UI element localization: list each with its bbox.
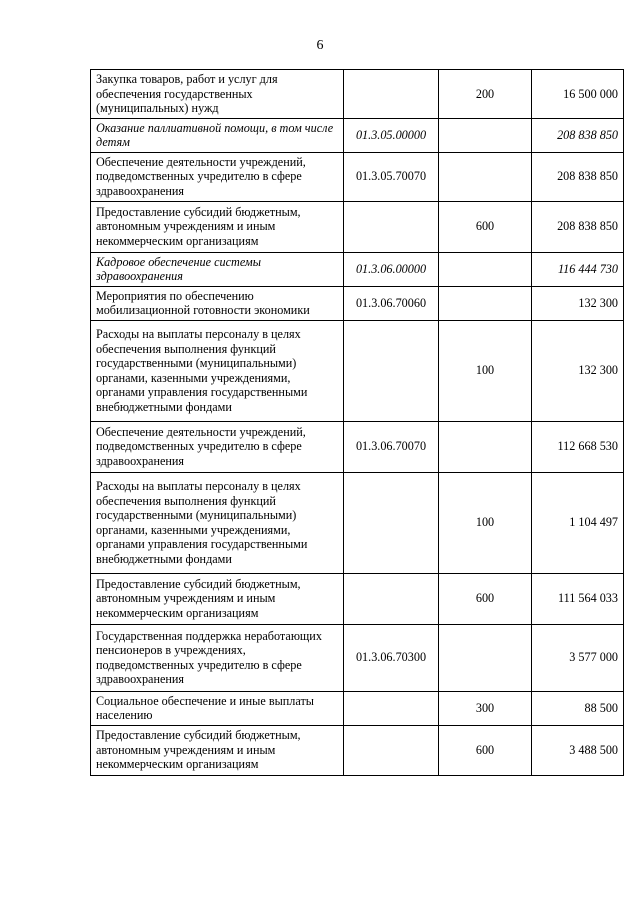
row-name-cell: Мероприятия по обеспечению мобилизационной готовности экономики [91,286,344,320]
row-name-cell: Расходы на выплаты персоналу в целях обеспечения выполнения функций государственными (муниципальными) органами, казенными учреждениями, органами управления государственными внебюджетными фондами [91,320,344,421]
table-row [91,320,624,421]
row-amount-cell: 116 444 730 [532,252,624,286]
row-expense-type-cell: 100 [439,320,532,421]
row-name-cell: Государственная поддержка неработающих пенсионеров в учреждениях, подведомственных учредителю в сфере здравоохранения [91,624,344,691]
row-amount-cell: 88 500 [532,691,624,725]
row-code-cell [344,573,439,624]
row-expense-type-cell [439,421,532,472]
row-code-cell: 01.3.05.00000 [344,118,439,152]
row-amount-cell: 3 577 000 [532,624,624,691]
table-row [91,624,624,691]
row-name-cell: Закупка товаров, работ и услуг для обеспечения государственных (муниципальных) нужд [91,70,344,119]
row-name-cell: Расходы на выплаты персоналу в целях обеспечения выполнения функций государственными (муниципальными) органами, казенными учреждениями, органами управления государственными внебюджетными фондами [91,472,344,573]
row-code-cell [344,70,439,119]
table-row [91,152,624,201]
table-row [91,252,624,286]
row-name-cell: Обеспечение деятельности учреждений, подведомственных учредителю в сфере здравоохранения [91,152,344,201]
table-row [91,118,624,152]
row-code-cell [344,320,439,421]
page-number: 6 [316,38,324,53]
row-expense-type-cell [439,286,532,320]
row-name-cell: Обеспечение деятельности учреждений, подведомственных учредителю в сфере здравоохранения [91,421,344,472]
budget-table [90,69,624,776]
row-amount-cell: 111 564 033 [532,573,624,624]
table-row [91,286,624,320]
table-row [91,691,624,725]
row-expense-type-cell: 200 [439,70,532,119]
table-row [91,573,624,624]
row-amount-cell: 208 838 850 [532,152,624,201]
table-row [91,70,624,119]
row-expense-type-cell [439,252,532,286]
row-expense-type-cell: 100 [439,472,532,573]
row-code-cell: 01.3.05.70070 [344,152,439,201]
row-expense-type-cell [439,152,532,201]
row-amount-cell: 132 300 [532,286,624,320]
row-code-cell [344,725,439,775]
row-expense-type-cell [439,624,532,691]
row-amount-cell: 1 104 497 [532,472,624,573]
table-row [91,201,624,252]
row-expense-type-cell: 600 [439,573,532,624]
row-name-cell: Предоставление субсидий бюджетным, автономным учреждениям и иным некоммерческим организациям [91,573,344,624]
row-code-cell [344,472,439,573]
row-code-cell [344,691,439,725]
row-code-cell: 01.3.06.00000 [344,252,439,286]
row-amount-cell: 208 838 850 [532,201,624,252]
budget-table-body [91,70,624,776]
row-name-cell: Предоставление субсидий бюджетным, автономным учреждениям и иным некоммерческим организациям [91,201,344,252]
table-row [91,725,624,775]
row-code-cell: 01.3.06.70070 [344,421,439,472]
row-amount-cell: 208 838 850 [532,118,624,152]
row-expense-type-cell: 600 [439,725,532,775]
row-code-cell: 01.3.06.70300 [344,624,439,691]
row-code-cell [344,201,439,252]
row-name-cell: Социальное обеспечение и иные выплаты населению [91,691,344,725]
row-code-cell: 01.3.06.70060 [344,286,439,320]
row-name-cell: Оказание паллиативной помощи, в том числе детям [91,118,344,152]
row-amount-cell: 112 668 530 [532,421,624,472]
row-name-cell: Кадровое обеспечение системы здравоохранения [91,252,344,286]
row-amount-cell: 132 300 [532,320,624,421]
row-amount-cell: 16 500 000 [532,70,624,119]
row-expense-type-cell: 300 [439,691,532,725]
row-amount-cell: 3 488 500 [532,725,624,775]
table-row [91,472,624,573]
row-expense-type-cell [439,118,532,152]
row-name-cell: Предоставление субсидий бюджетным, автономным учреждениям и иным некоммерческим организациям [91,725,344,775]
table-row [91,421,624,472]
row-expense-type-cell: 600 [439,201,532,252]
